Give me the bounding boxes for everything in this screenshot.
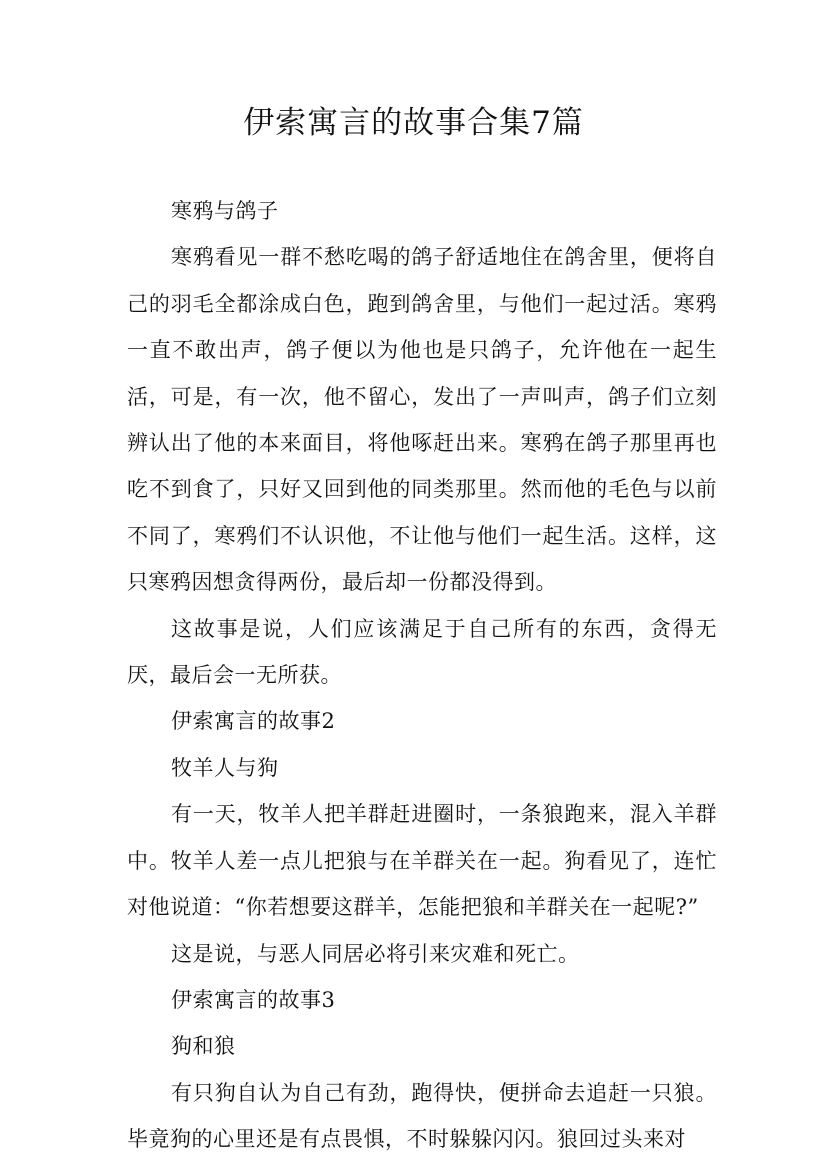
paragraph-story2-heading: 牧羊人与狗: [171, 755, 279, 780]
paragraph-story2-text: 有一天，牧羊人把羊群赶进圈时，一条狼跑来，混入羊群中。牧羊人差一点儿把狼与在羊群关在一起。狗看见了，连忙对他说道：“你若想要这群羊，怎能把狼和羊群关在一起呢?”: [127, 802, 717, 920]
paragraph-story3-heading: 狗和狼: [171, 1034, 236, 1059]
paragraph-story1-heading: 寒鸦与鸽子: [171, 199, 279, 223]
paragraph-story1-moral: 这故事是说，人们应该满足于自己所有的东西，贪得无厌，最后会一无所获。: [127, 616, 717, 688]
paragraph-story1-text: 寒鸦看见一群不愁吃喝的鸽子舒适地住在鸽舍里，便将自己的羽毛全都涂成白色，跑到鸽舍里，与他们一起过活。寒鸦一直不敢出声，鸽子便以为他也是只鸽子，允许他在一起生活，可是，有一次，他不留心，发出了一声叫声，鸽子们立刻辨认出了他的本来面目，将他啄赶出来。寒鸦在鸽子那里再也吃不到食了，只好又回到他的同类那里。然而他的毛色与以前不同了，寒鸦们不认识他，不让他与他们一起生活。这样，这只寒鸦因想贪得两份，最后却一份都没得到。: [127, 245, 717, 595]
paragraph-story3-text: 有只狗自认为自己有劲，跑得快，便拼命去追赶一只狼。毕竟狗的心里还是有点畏惧，不时躲躲闪闪。狼回过头来对: [127, 1080, 717, 1152]
document-title: 伊索寓言的故事合集7篇: [243, 105, 584, 141]
paragraph-story2-moral: 这是说，与恶人同居必将引来灾难和死亡。: [171, 941, 580, 966]
document-body: [127, 188, 717, 1163]
paragraph-section3-heading: 伊索寓言的故事3: [171, 987, 336, 1012]
paragraph-section2-heading: 伊索寓言的故事2: [171, 709, 336, 734]
